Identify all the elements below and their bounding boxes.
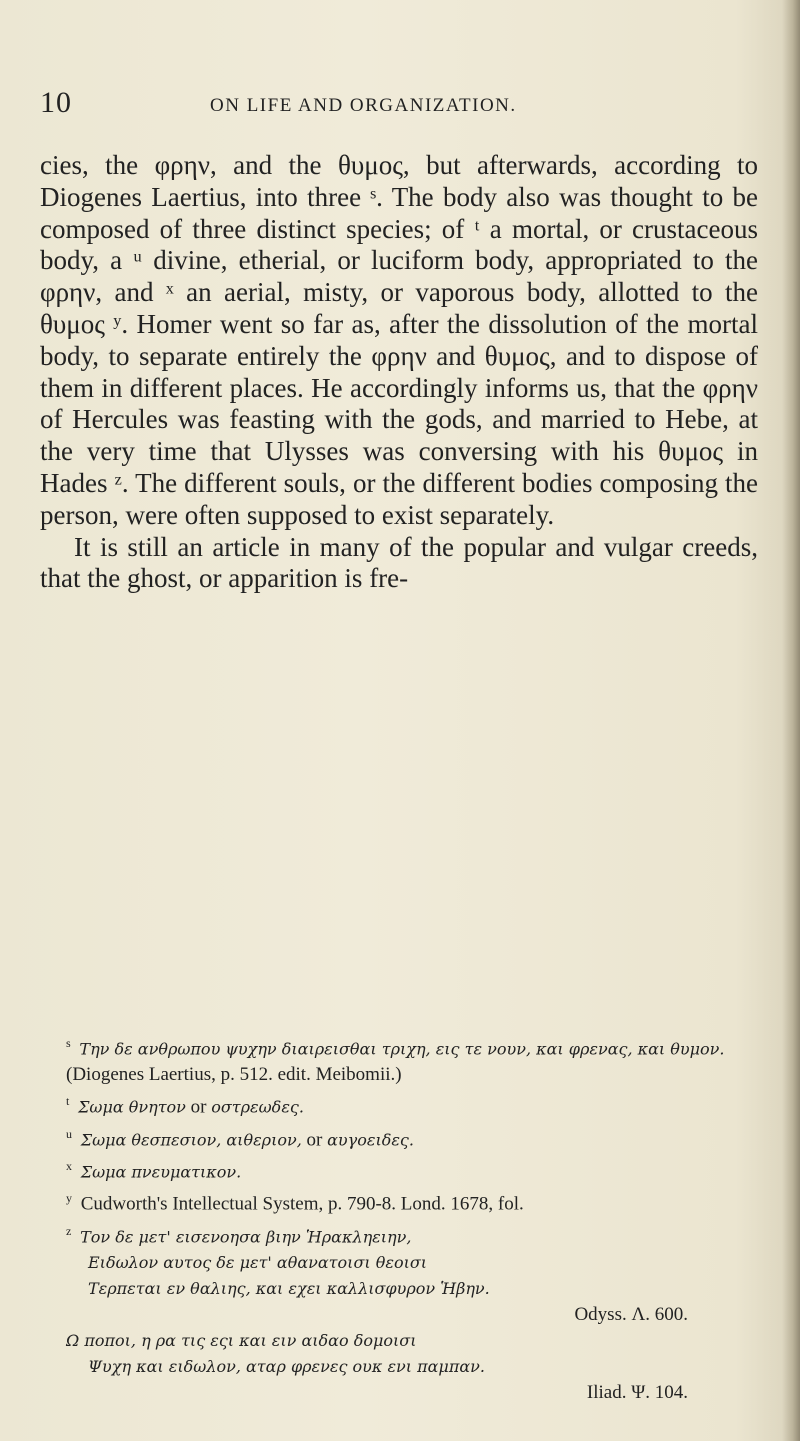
footnotes [40,1030,758,1406]
verse-iliad-source: Iliad. Ψ. 104. [586,1381,688,1403]
paragraph-2: It is still an article in many of the popular and vulgar creeds, that the ghost, or apparition is fre- [40,531,758,594]
footnote-t: $^t$ Σωμα θνητον or οστρεωδες. [66,1094,304,1118]
running-title: ON LIFE AND ORGANIZATION. [210,95,517,116]
footnote-y: $^y$ Cudworth's Intellectual System, p. 790-8. Lond. 1678, fol. [66,1191,524,1215]
verse-iliad-line-2: Ψυχη και ειδωλον, αταρ φρενες ουκ ενι παμπαν. Iliad. Ψ. 104. [40,1354,758,1406]
footnote-z: $^z$ Τον δε μετ' εισενοησα βιην Ἡρακληειην, [66,1223,412,1246]
footnote-x: $^x$ Σωμα πνευματικον. [66,1158,242,1182]
verse-z-line-1: Τον δε μετ' εισενοησα βιην Ἡρακληειην, [80,1226,412,1246]
page-edge-shadow [782,0,800,1441]
page-header [40,86,760,126]
footnote-u: $^u$ Σωμα θεσπεσιον, αιθεριον, or αυγοειδες. [66,1126,414,1150]
verse-z-line-2: Ειδωλον αυτος δε μετ' αθανατοισι θεοισι [88,1252,428,1272]
page-number: 10 [40,86,72,119]
verse-iliad-line-1: Ω ποποι, η ρα τις εςι και ειν αιδαο δομοισι [66,1330,417,1350]
verse-z-line-3: Τερπεται εν θαλιης, και εχει καλλισφυρον Ἡβην. Odyss. Λ. 600. [40,1276,758,1328]
paragraph-1: cies, the φρην, and the θυμος, but afterwards, according to Diogenes Laertius, into three ˢ. The body also was thought to be composed of three distinct species; of ᵗ a mortal, or crustaceous body, a ᵘ divine, etherial, or luciform body, appropriated to the φρην, and ˣ an aerial, misty, or vaporous body, allotted to the θυμος ʸ. Homer went so far as, after the dissolution of the mortal body, to separate entirely the φρην and θυμος, and to dispose of them in different places. He accordingly informs us, that the φρην of Hercules was feasting with the gods, and married to Hebe, at the very time that Ulysses was conversing with his θυμος in Hades ᶻ. The different souls, or the different bodies composing the person, were often supposed to exist separately. [40,150,758,530]
verse-z-source: Odyss. Λ. 600. [574,1303,688,1325]
footnote-s: $^s$ Την δε ανθρωπου ψυχην διαιρεισθαι τριχη, εις τε νουν, και φρενας, και θυμον. (Diogenes Laertius, p. 512. edit. Meibomii.) [66,1036,725,1086]
main-text [40,150,758,595]
